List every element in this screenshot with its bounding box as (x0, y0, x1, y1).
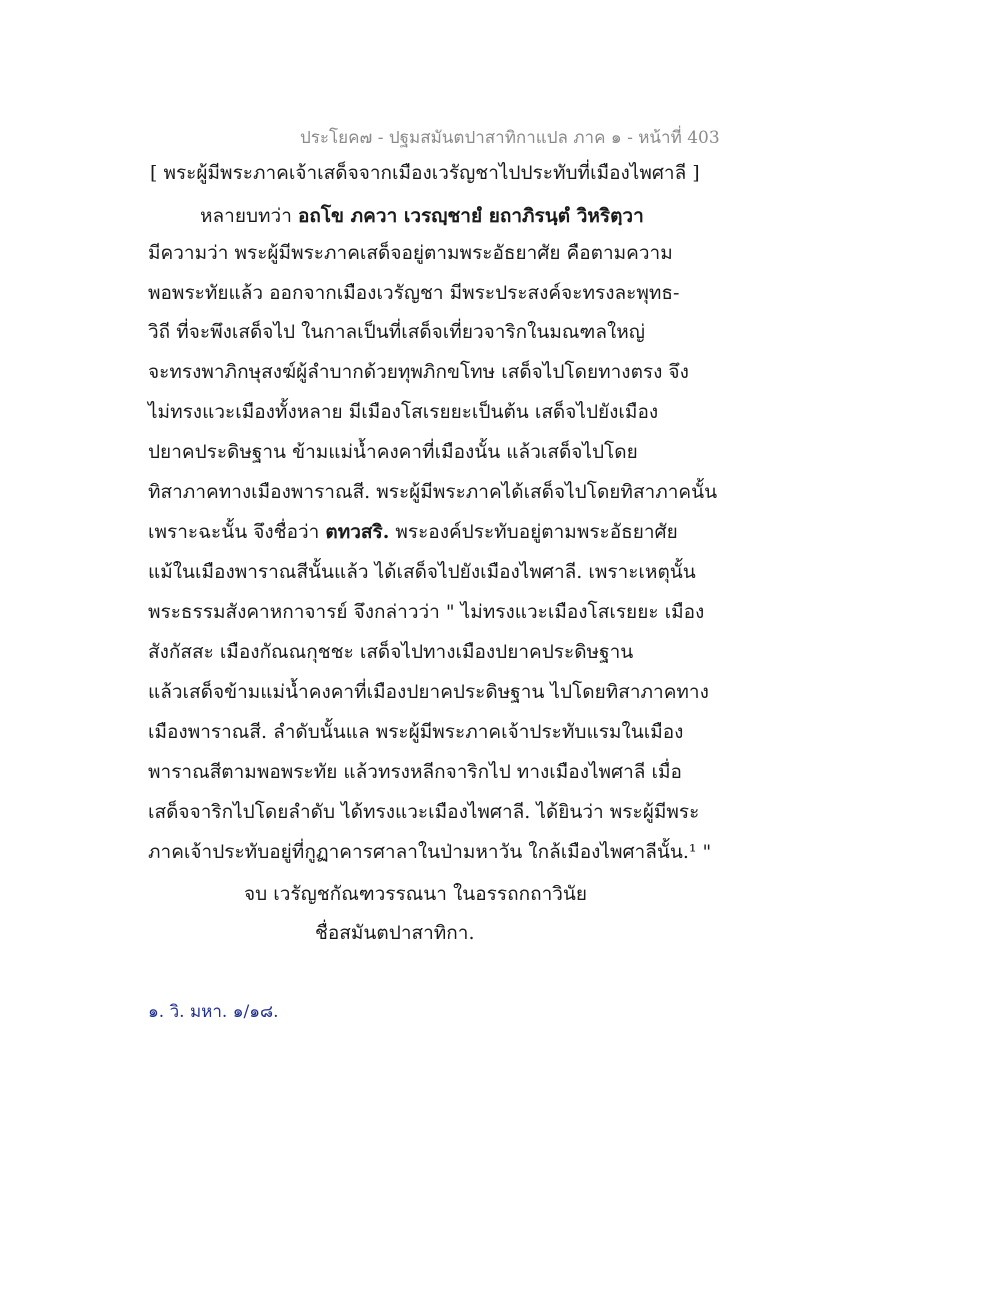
footnote: ๑. วิ. มหา. ๑/๑๘. (148, 1002, 279, 1022)
body-line: ปยาคประดิษฐาน ข้ามแม่น้ำคงคาที่เมืองนั้น แล้วเสด็จไปโดย (148, 441, 638, 463)
closing-line: ชื่อสมันตปาสาทิกา. (315, 922, 475, 944)
body-line (200, 203, 770, 229)
body-line: พระธรรมสังคาหกาจารย์ จึงกล่าวว่า " ไม่ทรงแวะเมืองโสเรยยะ เมือง (148, 601, 705, 623)
body-line: ไม่ทรงแวะเมืองทั้งหลาย มีเมืองโสเรยยะเป็นต้น เสด็จไปยังเมือง (148, 401, 659, 423)
pali-term: อถโข ภควา เวรญฺชายํ ยถาภิรนฺตํ วิหริตฺวา (297, 205, 644, 227)
closing-line: จบ เวรัญชกัณฑวรรณนา ในอรรถกถาวินัย (244, 883, 588, 905)
body-line: ภาคเจ้าประทับอยู่ที่กูฏาคารศาลาในป่ามหาวัน ใกล้เมืองไพศาลีนั้น.¹ " (148, 841, 712, 863)
body-text: หลายบทว่า (200, 205, 298, 227)
body-line: สังกัสสะ เมืองกัณณกุชชะ เสด็จไปทางเมืองปยาคประดิษฐาน (148, 641, 634, 663)
body-line: พาราณสีตามพอพระทัย แล้วทรงหลีกจาริกไป ทางเมืองไพศาลี เมื่อ (148, 761, 682, 783)
body-line: ทิสาภาคทางเมืองพาราณสี. พระผู้มีพระภาคได้เสด็จไปโดยทิสาภาคนั้น (148, 481, 718, 503)
body-line: พอพระทัยแล้ว ออกจากเมืองเวรัญชา มีพระประสงค์จะทรงละพุทธ- (148, 282, 680, 304)
body-line (148, 519, 718, 545)
body-text: พระองค์ประทับอยู่ตามพระอัธยาศัย (389, 521, 678, 543)
body-line: มีความว่า พระผู้มีพระภาคเสด็จอยู่ตามพระอัธยาศัย คือตามความ (148, 242, 673, 264)
body-line: จะทรงพาภิกษุสงฆ์ผู้ลำบากด้วยทุพภิกขโทษ เสด็จไปโดยทางตรง จึง (148, 361, 689, 383)
body-line: แม้ในเมืองพาราณสีนั้นแล้ว ได้เสด็จไปยังเมืองไพศาลี. เพราะเหตุนั้น (148, 561, 696, 583)
body-line: เมืองพาราณสี. ลำดับนั้นแล พระผู้มีพระภาคเจ้าประทับแรมในเมือง (148, 721, 684, 743)
running-head: ประโยค๗ - ปฐมสมันตปาสาทิกาแปล ภาค ๑ - หน้าที่ 403 (300, 128, 720, 148)
body-line: เสด็จจาริกไปโดยลำดับ ได้ทรงแวะเมืองไพศาลี. ได้ยินว่า พระผู้มีพระ (148, 801, 700, 823)
section-title: [ พระผู้มีพระภาคเจ้าเสด็จจากเมืองเวรัญชาไปประทับที่เมืองไพศาลี ] (150, 162, 700, 184)
body-text: เพราะฉะนั้น จึงชื่อว่า (148, 521, 326, 543)
body-line: แล้วเสด็จข้ามแม่น้ำคงคาที่เมืองปยาคประดิษฐาน ไปโดยทิสาภาคทาง (148, 681, 709, 703)
pali-term: ตทวสริ. (325, 521, 390, 543)
body-line: วิถี ที่จะพึงเสด็จไป ในกาลเป็นที่เสด็จเที่ยวจาริกในมณฑลใหญ่ (148, 321, 645, 343)
